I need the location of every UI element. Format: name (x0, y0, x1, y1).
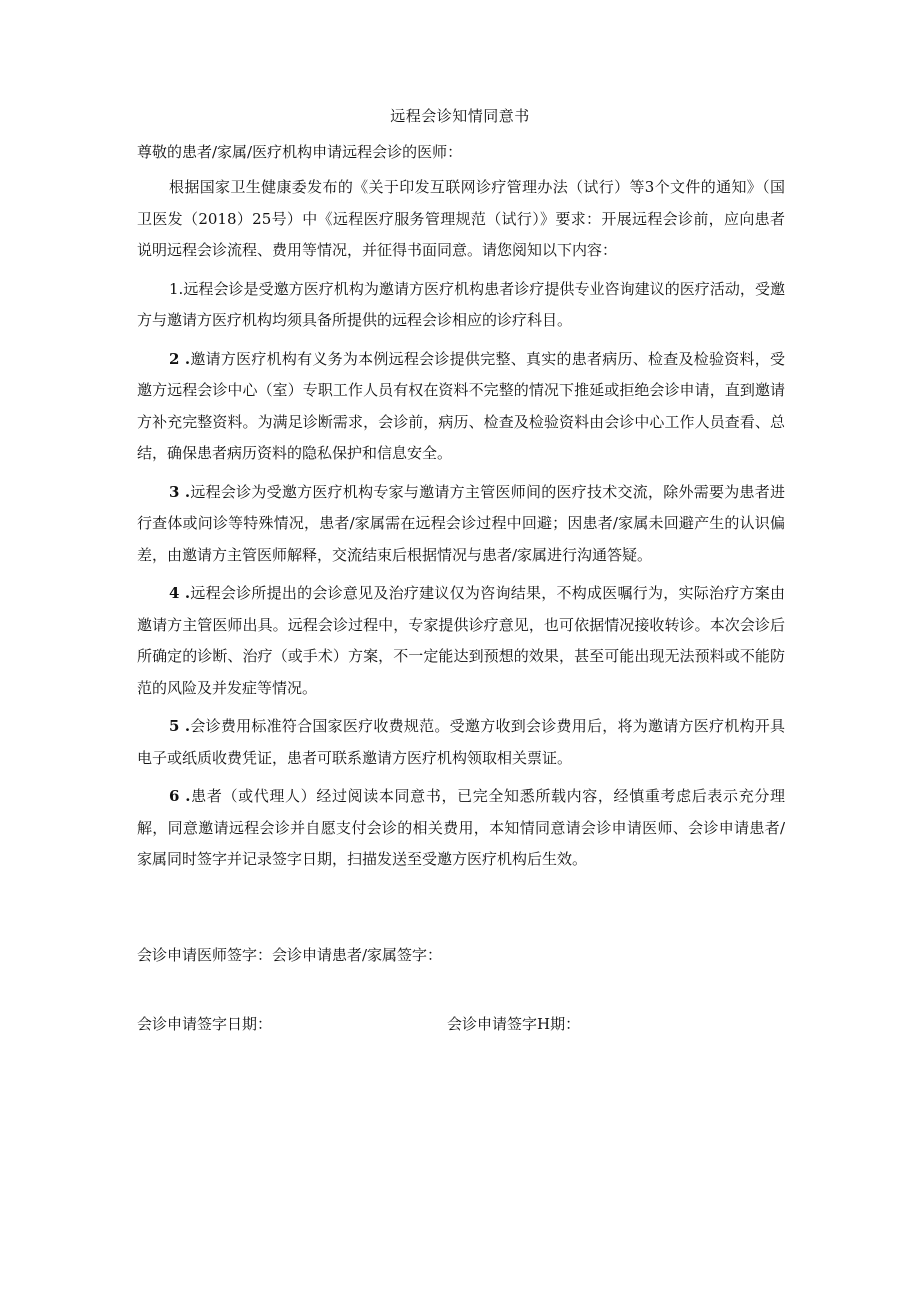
clause-number: 6 . (169, 787, 191, 805)
clause-4 (137, 578, 785, 704)
document-body (137, 172, 785, 883)
clause-text: 邀请方医疗机构有义务为本例远程会诊提供完整、真实的患者病历、检查及检验资料，受邀方远程会诊中心（室）专职工作人员有权在资料不完整的情况下推延或拒绝会诊申请，直到邀请方补充完整资料。为满足诊断需求，会诊前，病历、检查及检验资料由会诊中心工作人员查看、总结，确保患者病历资料的隐私保护和信息安全。 (137, 349, 785, 462)
clause-text: 会诊费用标准符合国家医疗收费规范。受邀方收到会诊费用后，将为邀请方医疗机构开具电子或纸质收费凭证，患者可联系邀请方医疗机构领取相关票证。 (137, 717, 785, 767)
salutation: 尊敬的患者/家属/医疗机构申请远程会诊的医师： (137, 143, 463, 161)
clause-number: 4 . (169, 584, 191, 602)
clause-text: 远程会诊是受邀方医疗机构为邀请方医疗机构患者诊疗提供专业咨询建议的医疗活动，受邀方与邀请方医疗机构均须具备所提供的远程会诊相应的诊疗科目。 (137, 279, 785, 329)
clause-text: 患者（或代理人）经过阅读本同意书，已完全知悉所载内容，经慎重考虑后表示充分理解，同意邀请远程会诊并自愿支付会诊的相关费用，本知情同意请会诊申请医师、会诊申请患者/家属同时签字并记录签字日期，扫描发送至受邀方医疗机构后生效。 (137, 787, 785, 868)
clause-2 (137, 344, 785, 470)
clause-1 (137, 274, 785, 337)
document-title: 远程会诊知情同意书 (390, 107, 530, 125)
clause-number: 5 . (169, 717, 191, 735)
signature-date-right: 会诊申请签字H期： (447, 1015, 581, 1033)
clause-5 (137, 711, 785, 774)
intro-paragraph: 根据国家卫生健康委发布的《关于印发互联网诊疗管理办法（试行）等3个文件的通知》（国卫医发（2018）25号）中《远程医疗服务管理规范（试行）》要求：开展远程会诊前，应向患者说明远程会诊流程、费用等情况，并征得书面同意。请您阅知以下内容： (137, 178, 785, 259)
signature-date-left: 会诊申请签字日期： (137, 1015, 273, 1033)
clause-6 (137, 781, 785, 876)
clause-text: 远程会诊为受邀方医疗机构专家与邀请方主管医师间的医疗技术交流，除外需要为患者进行查体或问诊等特殊情况，患者/家属需在远程会诊过程中回避；因患者/家属未回避产生的认识偏差，由邀请方主管医师解释，交流结束后根据情况与患者/家属进行沟通答疑。 (137, 482, 785, 564)
clause-number: 2 . (169, 349, 191, 368)
clause-3 (137, 477, 785, 572)
signature-line: 会诊申请医师签字：会诊申请患者/家属签字： (137, 946, 443, 964)
clause-text: 远程会诊所提出的会诊意见及治疗建议仅为咨询结果，不构成医嘱行为，实际治疗方案由邀请方主管医师出具。远程会诊过程中，专家提供诊疗意见，也可依据情况接收转诊。本次会诊后所确定的诊断、治疗（或手术）方案，不一定能达到预想的效果，甚至可能出现无法预料或不能防范的风险及并发症等情况。 (137, 584, 785, 697)
clause-number: 3 . (169, 482, 191, 501)
clause-number: 1. (169, 279, 184, 298)
